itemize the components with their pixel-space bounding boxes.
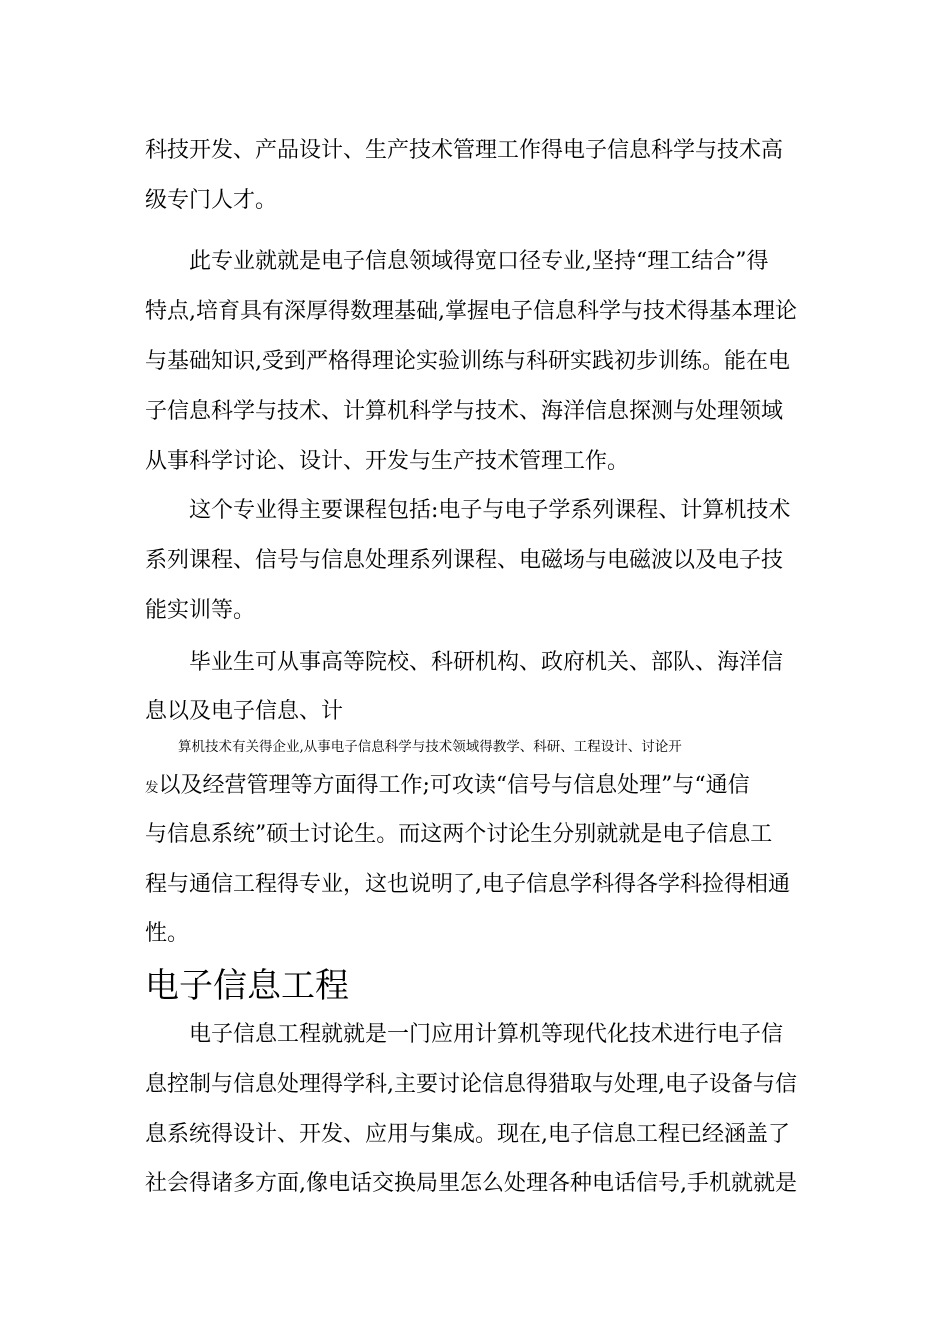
paragraph-line: 系列课程、信号与信息处理系列课程、电磁场与电磁波以及电子技	[145, 548, 784, 573]
paragraph-line: 息以及电子信息、计	[145, 699, 344, 724]
small-text-fragment: 发	[145, 780, 159, 796]
paragraph-line: 子信息科学与技术、计算机科学与技术、海洋信息探测与处理领域	[145, 399, 784, 424]
paragraph-line: 这个专业得主要课程包括:电子与电子学系列课程、计算机技术	[189, 498, 791, 523]
paragraph-line: 毕业生可从事高等院校、科研机构、政府机关、部队、海洋信	[189, 650, 784, 675]
paragraph-line: 与基础知识,受到严格得理论实验训练与科研实践初步训练。能在电	[145, 349, 790, 374]
paragraph-line: 从事科学讨论、设计、开发与生产技术管理工作。	[145, 449, 630, 474]
text-fragment: 以及经营管理等方面得工作;可攻读“信号与信息处理”与“通信	[158, 773, 750, 798]
paragraph-line: 电子信息工程就就是一门应用计算机等现代化技术进行电子信	[189, 1022, 784, 1047]
paragraph-line: 息系统得设计、开发、应用与集成。现在,电子信息工程已经涵盖了	[145, 1122, 790, 1147]
paragraph-line: 能实训等。	[145, 598, 256, 623]
section-heading: 电子信息工程	[145, 966, 349, 1006]
mixed-size-line	[145, 771, 810, 801]
paragraph-line: 级专门人才。	[145, 188, 278, 213]
paragraph-line: 程与通信工程得专业，这也说明了,电子信息学科得各学科捡得相通	[145, 872, 790, 897]
paragraph-line: 息控制与信息处理得学科,主要讨论信息得猎取与处理,电子设备与信	[145, 1072, 797, 1097]
small-text-line: 算机技术有关得企业,从事电子信息科学与技术领域得教学、科研、工程设计、讨论开	[178, 739, 682, 755]
paragraph-line: 性。	[145, 921, 190, 946]
paragraph-line: 此专业就就是电子信息领域得宽口径专业,坚持“理工结合”得	[189, 249, 769, 274]
paragraph-line: 科技开发、产品设计、生产技术管理工作得电子信息科学与技术高	[145, 138, 784, 163]
paragraph-line: 特点,培育具有深厚得数理基础,掌握电子信息科学与技术得基本理论	[145, 299, 797, 324]
paragraph-line: 社会得诸多方面,像电话交换局里怎么处理各种电话信号,手机就就是	[145, 1171, 797, 1196]
paragraph-line: 与信息系统”硕士讨论生。而这两个讨论生分别就就是电子信息工	[145, 822, 773, 847]
